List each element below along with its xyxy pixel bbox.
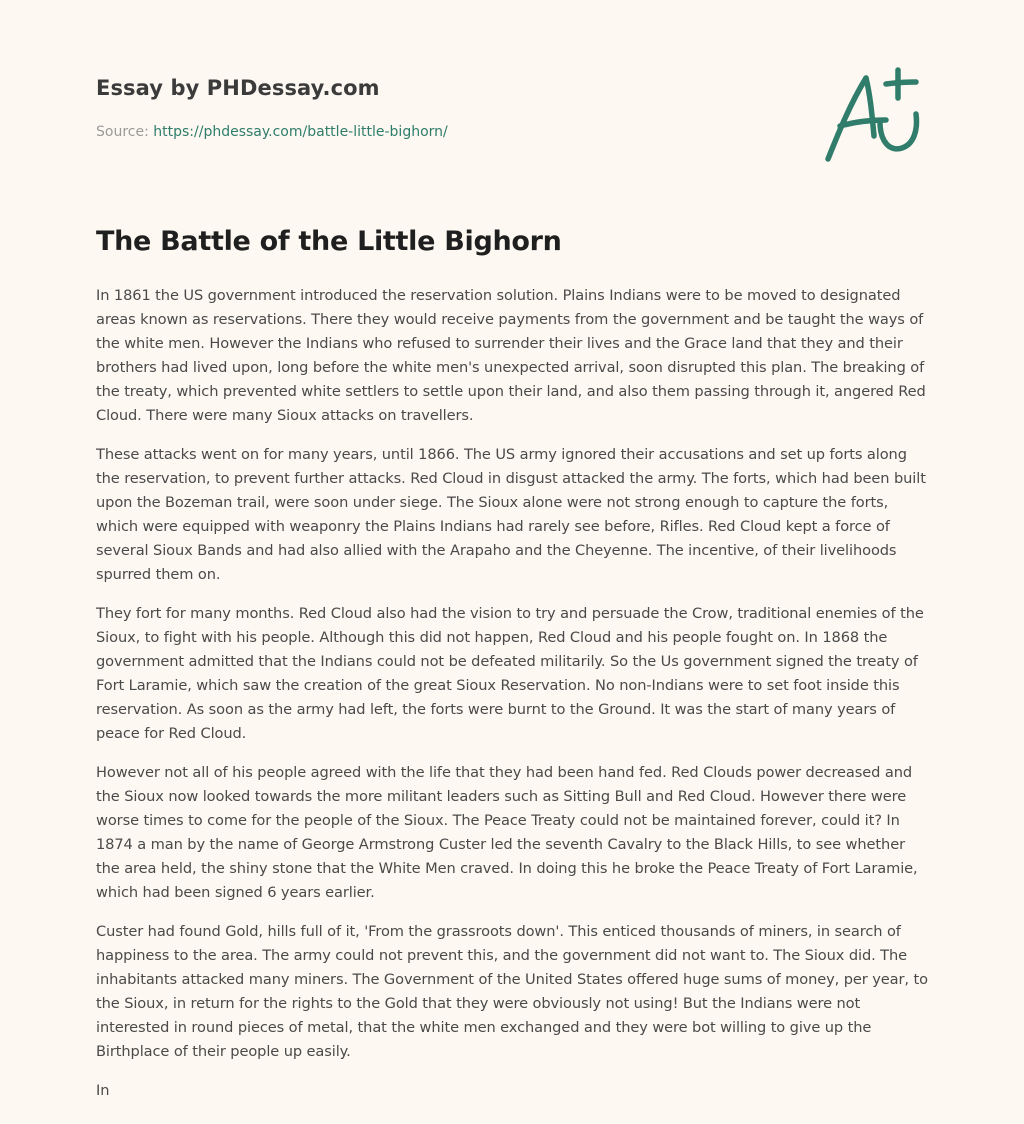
source-link[interactable]: https://phdessay.com/battle-little-bighorn/ [153, 124, 448, 140]
essay-title: The Battle of the Little Bighorn [96, 226, 562, 257]
source-line [96, 124, 448, 140]
essay-paragraph: These attacks went on for many years, until 1866. The US army ignored their accusations and set up forts along the reservation, to prevent further attacks. Red Cloud in disgust attacked the army. The forts, which had been built upon the Bozeman trail, were soon under siege. The Sioux alone were not strong enough to capture the forts, which were equipped with weaponry the Plains Indians had rarely see before, Rifles. Red Cloud kept a force of several Sioux Bands and had also allied with the Arapaho and the Cheyenne. The incentive, of their livelihoods spurred them on. [96, 446, 926, 583]
essay-paragraph: They fort for many months. Red Cloud also had the vision to try and persuade the Crow, traditional enemies of the Sioux, to fight with his people. Although this did not happen, Red Cloud and his people fought on. In 1868 the government admitted that the Indians could not be defeated militarily. So the Us government signed the treaty of Fort Laramie, which saw the creation of the great Sioux Reservation. No non-Indians were to set foot inside this reservation. As soon as the army had left, the forts were burnt to the Ground. It was the start of many years of peace for Red Cloud. [96, 605, 924, 742]
essay-paragraph: In 1861 the US government introduced the reservation solution. Plains Indians were to be moved to designated areas known as reservations. There they would receive payments from the government and be taught the ways of the white men. However the Indians who refused to surrender their lives and the Grace land that they and their brothers had lived upon, long before the white men's unexpected arrival, soon disrupted this plan. The breaking of the treaty, which prevented white settlers to settle upon their land, and also them passing through it, angered Red Cloud. There were many Sioux attacks on travellers. [96, 287, 926, 424]
essay-paragraph: In [96, 1082, 110, 1099]
essay-paragraph: However not all of his people agreed with the life that they had been hand fed. Red Clouds power decreased and the Sioux now looked towards the more militant leaders such as Sitting Bull and Red Cloud. However there were worse times to come for the people of the Sioux. The Peace Treaty could not be maintained forever, could it? In 1874 a man by the name of George Armstrong Custer led the seventh Cavalry to the Black Hills, to see whether the area held, the shiny stone that the White Men craved. In doing this he broke the Peace Treaty of Fort Laramie, which had been signed 6 years earlier. [96, 764, 918, 901]
site-title: Essay by PHDessay.com [96, 76, 380, 100]
source-label: Source: [96, 124, 154, 140]
a-plus-logo-icon [820, 64, 930, 168]
essay-body [96, 284, 932, 1118]
essay-paragraph: Custer had found Gold, hills full of it, 'From the grassroots down'. This enticed thousands of miners, in search of happiness to the area. The army could not prevent this, and the government did not want to. The Sioux did. The inhabitants attacked many miners. The Government of the United States offered huge sums of money, per year, to the Sioux, in return for the rights to the Gold that they were obviously not using! But the Indians were not interested in round pieces of metal, that the white men exchanged and they were bot willing to give up the Birthplace of their people up easily. [96, 923, 928, 1060]
